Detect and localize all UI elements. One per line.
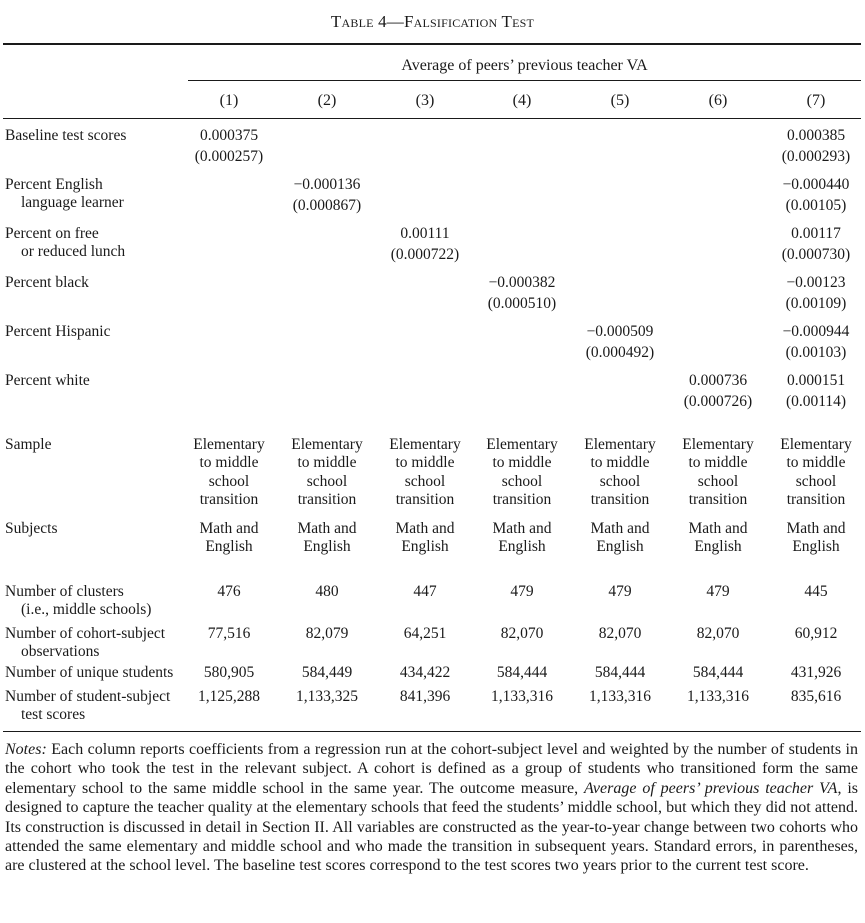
sample-cell-line: Elementary xyxy=(682,436,754,453)
sample-cell-line: Elementary xyxy=(584,436,656,453)
stat-value-cell: 64,251 xyxy=(403,625,447,642)
subjects-cell xyxy=(474,520,570,557)
spanner-rule xyxy=(188,80,861,81)
column-spanner-header: Average of peers’ previous teacher VA xyxy=(401,57,648,74)
stat-value-cell: 584,444 xyxy=(496,664,548,681)
column-number: (3) xyxy=(415,92,435,109)
sample-label: Sample xyxy=(5,436,52,453)
coefficient-cell: −0.00123 xyxy=(786,274,846,291)
subjects-cell-line: English xyxy=(303,538,351,556)
sample-cell-line: transition xyxy=(199,490,259,508)
subjects-cell-line: English xyxy=(401,538,449,556)
row-label xyxy=(5,323,110,341)
standard-error-cell: (0.000257) xyxy=(194,148,264,165)
stat-label xyxy=(5,583,151,619)
column-number: (7) xyxy=(806,92,826,109)
standard-error-cell: (0.00109) xyxy=(785,295,847,312)
stat-label-line1: Number of cohort-subject xyxy=(5,625,166,642)
row-label-line1: Percent Hispanic xyxy=(5,323,111,340)
stat-value-cell: 835,616 xyxy=(790,688,842,705)
row-label xyxy=(5,225,125,261)
row-label xyxy=(5,127,126,145)
column-number: (4) xyxy=(512,92,532,109)
stat-value-cell: 1,133,316 xyxy=(491,688,553,705)
sample-cell-line: to middle xyxy=(688,454,748,472)
notes-measure: Average of peers’ previous teacher VA xyxy=(584,779,838,797)
sample-cell-line: Elementary xyxy=(389,436,461,453)
sample-cell-line: transition xyxy=(492,490,552,508)
subjects-cell-line: Math and xyxy=(492,520,552,537)
column-number: (2) xyxy=(317,92,337,109)
stat-value-cell: 447 xyxy=(413,583,437,600)
stat-value-cell: 584,444 xyxy=(692,664,744,681)
column-number: (5) xyxy=(610,92,630,109)
sample-cell-line: transition xyxy=(590,490,650,508)
subjects-cell-line: Math and xyxy=(297,520,357,537)
sample-cell-line: to middle xyxy=(786,454,846,472)
stat-value-cell: 841,396 xyxy=(399,688,451,705)
sample-cell-line: Elementary xyxy=(780,436,852,453)
row-label-line1: Percent white xyxy=(5,372,90,389)
sample-cell-line: to middle xyxy=(297,454,357,472)
top-rule xyxy=(3,43,861,45)
subjects-cell-line: Math and xyxy=(199,520,259,537)
standard-error-cell: (0.000510) xyxy=(487,295,557,312)
notes-text-part2: , is designed to capture the teacher quality at the elementary schools that feed the students’ middle school, but which they did not attend. Its construction is discussed in detail in Section II. All variables are constructed as the year-to-year change between two cohorts who attended the same elementary and middle school and who made the transition in subsequent years. Standard errors, in parentheses, are clustered at the school level. The baseline test scores correspond to the test scores two years prior to the current test score. xyxy=(5,779,859,875)
subjects-cell-line: Math and xyxy=(590,520,650,537)
stat-value-cell: 77,516 xyxy=(207,625,251,642)
subjects-cell xyxy=(670,520,766,557)
stat-label-line2: test scores xyxy=(21,706,86,723)
sample-cell-line: to middle xyxy=(590,454,650,472)
sample-cell-line: school xyxy=(795,472,837,490)
coefficient-cell: 0.000385 xyxy=(786,127,846,144)
standard-error-cell: (0.000293) xyxy=(781,148,851,165)
standard-error-cell: (0.000730) xyxy=(781,246,851,263)
stat-value-cell: 479 xyxy=(608,583,632,600)
coefficient-cell: 0.00111 xyxy=(400,225,450,242)
sample-cell-line: to middle xyxy=(395,454,455,472)
standard-error-cell: (0.00105) xyxy=(785,197,847,214)
sample-cell xyxy=(474,436,570,509)
stat-label xyxy=(5,688,170,724)
table-notes xyxy=(5,740,858,876)
sample-cell-line: Elementary xyxy=(193,436,265,453)
standard-error-cell: (0.00103) xyxy=(785,344,847,361)
stat-value-cell: 60,912 xyxy=(794,625,838,642)
table-title-main: Falsification Test xyxy=(404,12,535,31)
subjects-cell xyxy=(572,520,668,557)
stat-value-cell: 1,125,288 xyxy=(198,688,260,705)
row-label-line1: Percent black xyxy=(5,274,89,291)
coefficient-cell: −0.000509 xyxy=(586,323,654,340)
coefficient-cell: −0.000440 xyxy=(782,176,850,193)
sample-cell-line: transition xyxy=(786,490,846,508)
stat-value-cell: 434,422 xyxy=(399,664,451,681)
sample-cell xyxy=(768,436,864,509)
sample-cell xyxy=(377,436,473,509)
coefficient-cell: 0.00117 xyxy=(791,225,841,242)
row-label xyxy=(5,176,124,212)
subjects-cell xyxy=(377,520,473,557)
subjects-cell-line: English xyxy=(792,538,840,556)
row-label-line1: Percent on free xyxy=(5,225,99,242)
stat-label-line2: (i.e., middle schools) xyxy=(21,601,152,618)
stat-label-line1: Number of unique students xyxy=(5,664,174,681)
subjects-cell-line: English xyxy=(205,538,253,556)
notes-lead: Notes: xyxy=(5,741,47,758)
column-number: (6) xyxy=(708,92,728,109)
stat-label-line1: Number of student-subject xyxy=(5,688,171,705)
table-title xyxy=(0,12,865,32)
standard-error-cell: (0.000722) xyxy=(390,246,460,263)
subjects-cell xyxy=(279,520,375,557)
coefficient-cell: −0.000382 xyxy=(488,274,556,291)
column-number: (1) xyxy=(219,92,239,109)
notes-text-part1: Each column reports coefficients from a regression run at the cohort-subject level and weighted by the number of students in the cohort who took the test in the relevant subject. A cohort is defined as a group of students who transitioned form the same elementary school to the same middle school in the same year. The outcome measure, xyxy=(5,741,858,797)
row-label-line2: language learner xyxy=(21,194,124,211)
sample-cell-line: Elementary xyxy=(291,436,363,453)
sample-cell-line: transition xyxy=(688,490,748,508)
coefficient-cell: −0.000944 xyxy=(782,323,850,340)
stat-value-cell: 82,070 xyxy=(500,625,544,642)
subjects-cell-line: English xyxy=(694,538,742,556)
stat-value-cell: 584,449 xyxy=(301,664,353,681)
header-rule xyxy=(3,118,861,119)
sample-cell-line: to middle xyxy=(199,454,259,472)
stat-label xyxy=(5,625,165,661)
subjects-label: Subjects xyxy=(5,520,58,537)
stat-value-cell: 82,070 xyxy=(696,625,740,642)
sample-cell-line: school xyxy=(208,472,250,490)
standard-error-cell: (0.000726) xyxy=(683,393,753,410)
stat-value-cell: 580,905 xyxy=(203,664,255,681)
stat-label-line2: observations xyxy=(21,643,100,660)
sample-cell-line: transition xyxy=(395,490,455,508)
standard-error-cell: (0.000492) xyxy=(585,344,655,361)
stat-value-cell: 479 xyxy=(706,583,730,600)
subjects-cell xyxy=(181,520,277,557)
coefficient-cell: 0.000151 xyxy=(786,372,846,389)
coefficient-cell: 0.000375 xyxy=(199,127,259,144)
standard-error-cell: (0.000867) xyxy=(292,197,362,214)
sample-cell-line: school xyxy=(404,472,446,490)
row-label-line1: Baseline test scores xyxy=(5,127,127,144)
sample-cell-line: to middle xyxy=(492,454,552,472)
sample-cell xyxy=(670,436,766,509)
stat-value-cell: 479 xyxy=(510,583,534,600)
stat-value-cell: 1,133,325 xyxy=(296,688,358,705)
stat-value-cell: 1,133,316 xyxy=(687,688,749,705)
table-title-prefix: Table 4— xyxy=(330,12,404,31)
sample-cell xyxy=(572,436,668,509)
stat-value-cell: 1,133,316 xyxy=(589,688,651,705)
sample-cell-line: Elementary xyxy=(486,436,558,453)
stat-value-cell: 584,444 xyxy=(594,664,646,681)
row-label-line2: or reduced lunch xyxy=(21,243,126,260)
stat-label-line1: Number of clusters xyxy=(5,583,124,600)
coefficient-cell: 0.000736 xyxy=(688,372,748,389)
row-label xyxy=(5,372,90,390)
sample-cell xyxy=(279,436,375,509)
row-label-line1: Percent English xyxy=(5,176,103,193)
sample-cell-line: school xyxy=(599,472,641,490)
stat-value-cell: 82,070 xyxy=(598,625,642,642)
subjects-cell-line: English xyxy=(498,538,546,556)
stat-label xyxy=(5,664,173,682)
standard-error-cell: (0.00114) xyxy=(785,393,847,410)
subjects-cell-line: Math and xyxy=(786,520,846,537)
subjects-cell-line: English xyxy=(596,538,644,556)
bottom-rule xyxy=(3,731,861,732)
subjects-cell-line: Math and xyxy=(688,520,748,537)
stat-value-cell: 476 xyxy=(217,583,241,600)
subjects-cell xyxy=(768,520,864,557)
coefficient-cell: −0.000136 xyxy=(293,176,361,193)
sample-cell-line: school xyxy=(306,472,348,490)
sample-cell-line: transition xyxy=(297,490,357,508)
subjects-cell-line: Math and xyxy=(395,520,455,537)
stat-value-cell: 480 xyxy=(315,583,339,600)
stat-value-cell: 431,926 xyxy=(790,664,842,681)
sample-cell xyxy=(181,436,277,509)
stat-value-cell: 82,079 xyxy=(305,625,349,642)
sample-cell-line: school xyxy=(697,472,739,490)
row-label xyxy=(5,274,89,292)
stat-value-cell: 445 xyxy=(804,583,828,600)
sample-cell-line: school xyxy=(501,472,543,490)
